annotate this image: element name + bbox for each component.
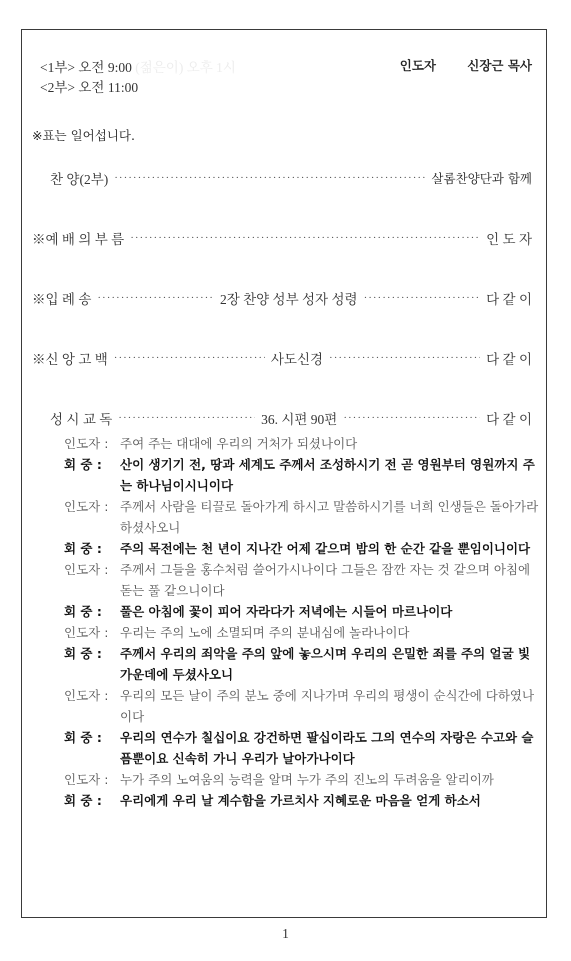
- order-row-praise: [50, 168, 532, 188]
- order-item-label: ※신 앙 고 백: [32, 352, 108, 367]
- order-row-call-to-worship: [32, 228, 532, 248]
- header-part1: [40, 56, 236, 76]
- order-item-leader: 다 같 이: [486, 412, 533, 427]
- presider-label: 인도자: [399, 58, 436, 73]
- page-number: 1: [282, 926, 289, 941]
- leader-dots: [118, 412, 255, 424]
- reading-line-congregation: 회 중 : 풀은 아침에 꽃이 피어 자라다가 저녁에는 시들어 마르나이다: [64, 604, 453, 619]
- bulletin-page: [21, 29, 547, 918]
- order-item-leader: 살롬찬양단과 함께: [431, 171, 532, 186]
- order-item-label: 찬 양(2부): [50, 172, 109, 187]
- order-item-label: ※예 배 의 부 름: [32, 232, 125, 247]
- presider-name: 신장근 목사: [467, 58, 532, 73]
- reading-line-leader: 인도자 : 주께서 사람을 티끌로 돌아가게 하시고 말씀하시기를 너희 인생들은 돌아가라 하셨사오니: [64, 499, 539, 535]
- leader-dots: [343, 412, 480, 424]
- order-row-responsive-reading: [50, 408, 532, 428]
- reading-line-congregation: 회 중 : 산이 생기기 전, 땅과 세계도 주께서 조성하시기 전 곧 영원부터 영원까지 주는 하나님이시니이다: [64, 457, 535, 493]
- order-item-label: 성 시 교 독: [50, 412, 113, 427]
- reading-line-congregation: 회 중 : 주의 목전에는 천 년이 지나간 어제 같으며 밤의 한 순간 같을 뿐임이니이다: [64, 541, 531, 556]
- reading-line-leader: 인도자 : 주여 주는 대대에 우리의 거처가 되셨나이다: [64, 436, 358, 451]
- order-item-detail: 36. 시편 90편: [261, 412, 338, 427]
- order-item-detail: 2장 찬양 성부 성자 성령: [219, 292, 358, 307]
- order-item-leader: 다 같 이: [486, 352, 532, 367]
- reading-line-congregation: 회 중 : 우리에게 우리 날 계수함을 가르치사 지혜로운 마음을 얻게 하소서: [64, 793, 481, 808]
- service-time-part2: <2부> 오전 11:00: [40, 80, 139, 95]
- reading-line-leader: 인도자 : 우리는 주의 노에 소멸되며 주의 분내심에 놀라나이다: [64, 625, 410, 640]
- reading-line-leader: 인도자 : 우리의 모든 날이 주의 분노 중에 지나가며 우리의 평생이 순식간에 다하였나이다: [64, 688, 535, 724]
- order-item-detail: 사도신경: [270, 352, 324, 367]
- leader-dots: [97, 292, 214, 304]
- order-row-creed: [32, 348, 532, 368]
- responsive-reading: [64, 433, 542, 811]
- leader-dots: [364, 292, 481, 304]
- standing-note: ※표는 일어섭니다.: [32, 128, 135, 143]
- leader-dots: [329, 352, 480, 364]
- leader-dots: [130, 232, 480, 244]
- reading-line-leader: 인도자 : 누가 주의 노여움의 능력을 알며 누가 주의 진노의 두려움을 알리이까: [64, 772, 494, 787]
- leader-dots: [114, 352, 265, 364]
- reading-line-leader: 인도자 : 주께서 그들을 홍수처럼 쓸어가시나이다 그들은 잠깐 자는 것 같으며 아침에 돋는 풀 같으니이다: [64, 562, 531, 598]
- order-row-entrance-hymn: [32, 288, 532, 308]
- service-time-faded: (젊은이) 오후 1시: [135, 60, 236, 75]
- order-item-label: ※입 례 송: [32, 292, 92, 307]
- service-time-part1: <1부> 오전 9:00: [40, 60, 132, 75]
- reading-line-congregation: 회 중 : 우리의 연수가 칠십이요 강건하면 팔십이라도 그의 연수의 자랑은 수고와 슬픔뿐이요 신속히 가니 우리가 날아가나이다: [64, 730, 534, 766]
- order-item-leader: 인 도 자: [486, 232, 532, 247]
- reading-line-congregation: 회 중 : 주께서 우리의 죄악을 주의 앞에 놓으시며 우리의 은밀한 죄를 주의 얼굴 빛 가운데에 두셨사오니: [64, 646, 531, 682]
- leader-dots: [114, 172, 425, 184]
- order-item-leader: 다 같 이: [486, 292, 532, 307]
